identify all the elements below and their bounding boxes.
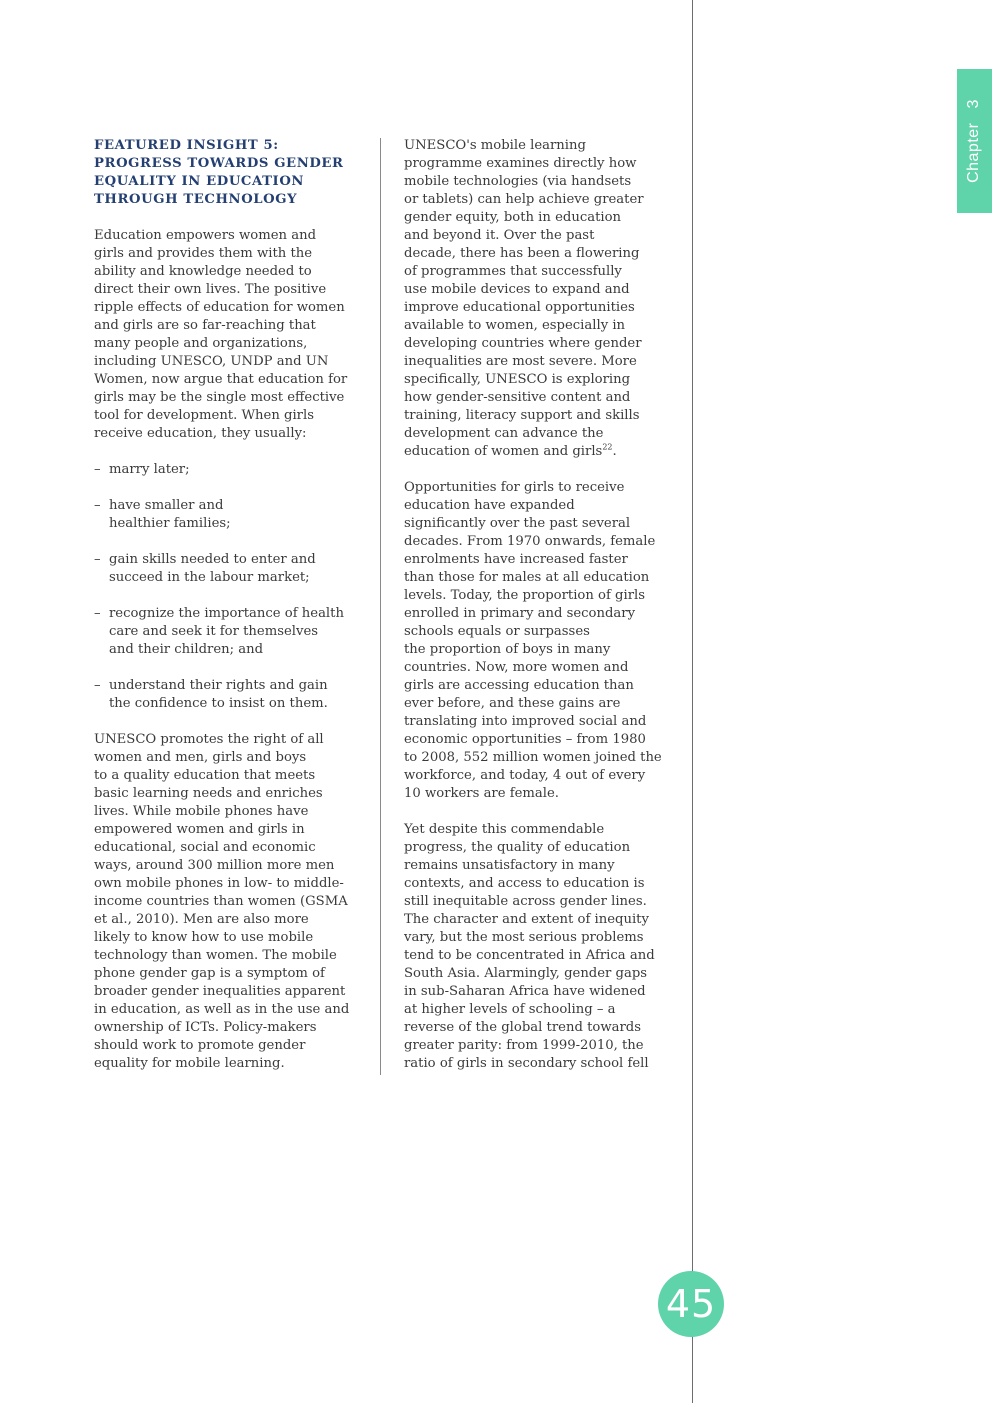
chapter-number: 3 — [965, 99, 982, 109]
list-item-text: understand their rights and gain the confidence to insist on them. — [109, 678, 328, 711]
list-item — [94, 677, 364, 713]
dash-bullet-icon: – — [94, 552, 101, 567]
chapter-label-group — [965, 99, 983, 183]
list-item-text: have smaller and healthier families; — [109, 498, 231, 531]
left-column — [94, 137, 364, 1091]
benefits-list — [94, 461, 364, 713]
list-item — [94, 551, 364, 587]
sentence-end: . — [612, 444, 617, 459]
column-divider — [380, 138, 381, 1075]
list-item-text: gain skills needed to enter and succeed in the labour market; — [109, 552, 316, 585]
list-item — [94, 605, 364, 659]
unesco-rights-paragraph: UNESCO promotes the right of all women and men, girls and boys to a quality education that meets basic learning needs and enriches lives. While mobile phones have empowered women and girls in educational, social and economic ways, around 300 million more men own mobile phones in low- to middle- income countries than women (GSMA et al., 2010). Men are also more likely to know how to use mobile technology than women. The mobile phone gender gap is a symptom of broader gender inequalities apparent in education, as well as in the use and ownership of ICTs. Policy-makers should work to promote gender equality for mobile learning. — [94, 732, 350, 1071]
list-item — [94, 497, 364, 533]
dash-bullet-icon: – — [94, 462, 101, 477]
right-column — [404, 137, 670, 1091]
chapter-label: Chapter — [965, 122, 982, 183]
featured-insight-heading: FEATURED INSIGHT 5: PROGRESS TOWARDS GENDER EQUALITY IN EDUCATION THROUGH TECHNOLOGY — [94, 138, 344, 207]
despite-progress-paragraph: Yet despite this commendable progress, the quality of education remains unsatisfactory in many contexts, and access to education is still inequitable across gender lines. The character and extent of inequity vary, but the most serious problems tend to be concentrated in Africa and South Asia. Alarmingly, gender gaps in sub-Saharan Africa have widened at higher levels of schooling – a reverse of the global trend towards greater parity: from 1999-2010, the ratio of girls in secondary school fell — [404, 822, 655, 1071]
intro-paragraph: Education empowers women and girls and provides them with the ability and knowledge needed to direct their own lives. The positive ripple effects of education for women and girls are so far-reaching that many people and organizations, including UNESCO, UNDP and UN Women, now argue that education for girls may be the single most effective tool for development. When girls receive education, they usually: — [94, 228, 348, 441]
dash-bullet-icon: – — [94, 498, 101, 513]
list-item-text: recognize the importance of health care and seek it for themselves and their children; and — [109, 606, 344, 657]
list-item — [94, 461, 364, 479]
footnote-ref[interactable]: 22 — [602, 442, 613, 452]
list-item-text: marry later; — [109, 462, 190, 477]
mobile-learning-paragraph — [404, 137, 670, 461]
mobile-learning-text: UNESCO's mobile learning programme examines directly how mobile technologies (via handsets or tablets) can help achieve greater gender equity, both in education and beyond it. Over the past decade, there has been a flowering of programmes that successfully use mobile devices to expand and improve educational opportunities available to women, especially in developing countries where gender inequalities are most severe. More specifically, UNESCO is exploring how gender-sensitive content and training, literacy support and skills development can advance the education of women and girls — [404, 138, 644, 459]
chapter-tab[interactable] — [957, 69, 992, 213]
page-margin-rule — [692, 0, 693, 1403]
opportunities-paragraph: Opportunities for girls to receive education have expanded significantly over the past several decades. From 1970 onwards, female enrolments have increased faster than those for males at all education levels. Today, the proportion of girls enrolled in primary and secondary schools equals or surpasses the proportion of boys in many countries. Now, more women and girls are accessing education than ever before, and these gains are translating into improved social and economic opportunities – from 1980 to 2008, 552 million women joined the workforce, and today, 4 out of every 10 workers are female. — [404, 480, 662, 801]
dash-bullet-icon: – — [94, 606, 101, 621]
page-number-badge: 45 — [658, 1271, 724, 1337]
dash-bullet-icon: – — [94, 678, 101, 693]
